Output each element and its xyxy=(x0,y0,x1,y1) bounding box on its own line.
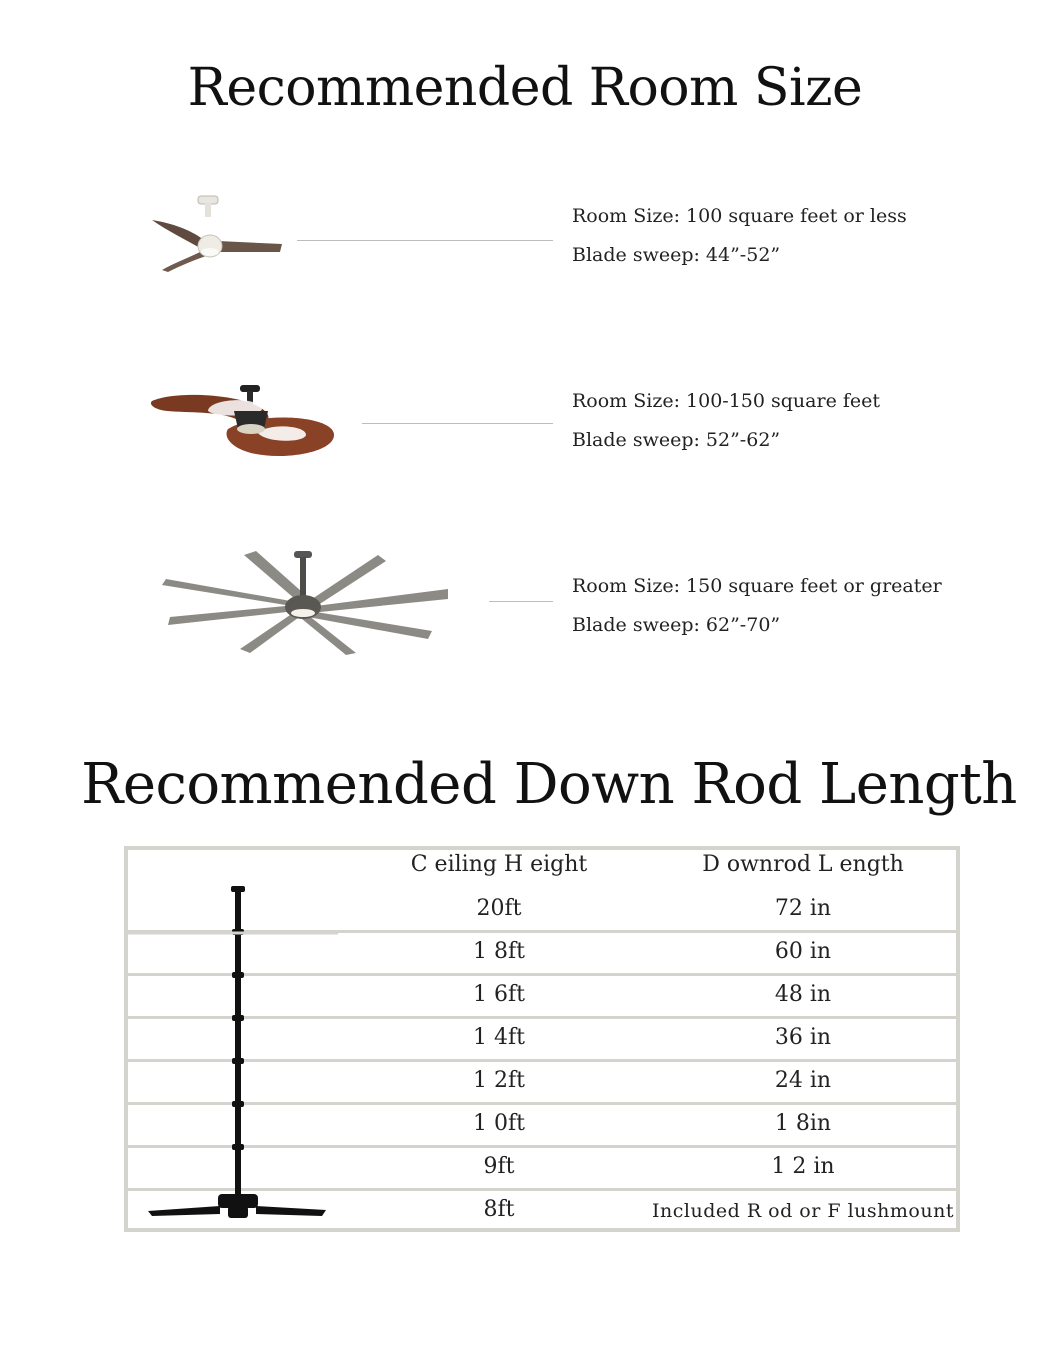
room-size-title: Recommended Room Size xyxy=(187,58,863,118)
down-rod-title: Recommended Down Rod Length xyxy=(81,752,1017,817)
ceiling-height-cell: 1 2ft xyxy=(473,1068,525,1093)
fan-item-small xyxy=(0,190,1062,310)
downrod-length-cell: 24 in xyxy=(774,1068,832,1093)
room-size-label: Room Size: 150 square feet or greater xyxy=(572,575,942,597)
blade-sweep-label: Blade sweep: 52”-62” xyxy=(572,429,781,451)
fan-connector-line xyxy=(362,423,553,424)
downrod-length-header: D ownrod L ength xyxy=(702,852,904,877)
downrod-length-cell: 1 2 in xyxy=(771,1154,835,1179)
ceiling-height-cell: 1 8ft xyxy=(473,939,525,964)
fan-spec-text xyxy=(572,197,907,275)
blade-sweep-label: Blade sweep: 44”-52” xyxy=(572,244,781,266)
blade-sweep-label: Blade sweep: 62”-70” xyxy=(572,614,781,636)
fan-spec-text xyxy=(572,567,942,645)
fan-item-large xyxy=(0,545,1062,665)
ceiling-height-cell: 8ft xyxy=(483,1197,515,1222)
downrod-ceiling-fan-icon xyxy=(128,850,368,1230)
downrod-table xyxy=(124,846,960,1232)
fan-connector-line xyxy=(489,601,553,602)
downrod-length-cell: Included R od or F lushmount xyxy=(652,1200,954,1222)
room-size-label: Room Size: 100-150 square feet xyxy=(572,390,881,412)
fan-connector-line xyxy=(297,240,553,241)
ceiling-height-cell: 1 0ft xyxy=(473,1111,525,1136)
large-multi-blade-ceiling-fan-icon xyxy=(160,549,452,657)
downrod-length-cell: 72 in xyxy=(774,896,832,921)
fan-item-medium xyxy=(0,375,1062,495)
ceiling-height-cell: 1 6ft xyxy=(473,982,525,1007)
small-ceiling-fan-icon xyxy=(148,194,288,272)
swirl-blade-ceiling-fan-icon xyxy=(148,381,338,465)
ceiling-height-header: C eiling H eight xyxy=(410,852,588,877)
downrod-length-cell: 60 in xyxy=(774,939,832,964)
ceiling-height-cell: 9ft xyxy=(483,1154,515,1179)
downrod-length-cell: 48 in xyxy=(774,982,832,1007)
downrod-length-cell: 36 in xyxy=(774,1025,832,1050)
room-size-label: Room Size: 100 square feet or less xyxy=(572,205,907,227)
ceiling-height-cell: 20ft xyxy=(476,896,522,921)
fan-spec-text xyxy=(572,382,880,460)
downrod-length-cell: 1 8in xyxy=(774,1111,832,1136)
ceiling-height-cell: 1 4ft xyxy=(473,1025,525,1050)
